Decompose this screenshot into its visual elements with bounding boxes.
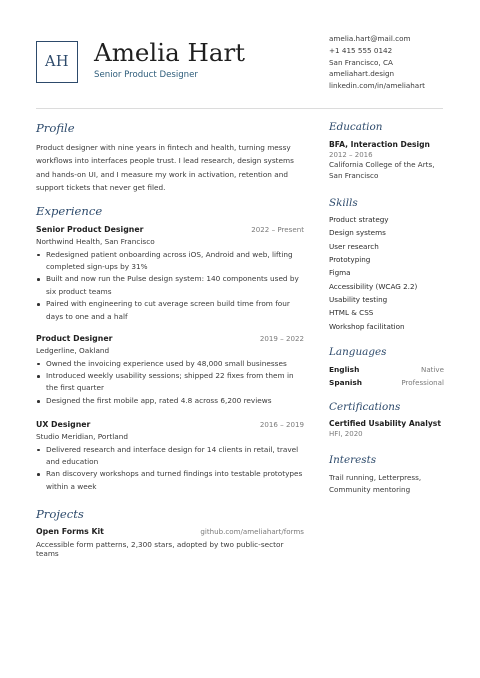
bullet-item: Delivered research and interface design for 14 clients in retail, travel and education	[36, 444, 304, 468]
role-title: Senior Product Designer	[36, 225, 144, 234]
bullet-item: Redesigned patient onboarding across iOS, Android and web, lifting completed sign-ups by 31%	[36, 249, 304, 273]
skill-item: Prototyping	[329, 255, 371, 265]
role-bullets	[36, 358, 304, 408]
interests-text: Trail running, Letterpress, Community mentoring	[329, 473, 422, 494]
language-row	[329, 363, 444, 376]
language-level: Native	[421, 365, 444, 374]
skill-item: Usability testing	[329, 295, 388, 305]
project-link[interactable]: github.com/ameliahart/forms	[200, 527, 304, 536]
education-degree: BFA, Interaction Design	[329, 140, 430, 149]
certification-entry	[329, 419, 444, 438]
language-level: Professional	[401, 378, 444, 388]
skill-item: Accessibility (WCAG 2.2)	[329, 281, 418, 291]
education-heading: Education	[329, 121, 383, 133]
experience-role	[36, 225, 304, 323]
experience-heading: Experience	[36, 204, 103, 218]
skills-list	[329, 213, 444, 333]
monogram-badge: AH	[36, 41, 78, 83]
project-name: Open Forms Kit	[36, 527, 104, 536]
education-dates: 2012 – 2016	[329, 151, 373, 159]
bullet-item: Owned the invoicing experience used by 48,000 small businesses	[36, 358, 304, 370]
contact-linkedin[interactable]: linkedin.com/in/ameliahart	[329, 81, 425, 91]
language-name: Spanish	[329, 378, 363, 388]
languages-list	[329, 363, 444, 390]
experience-role	[36, 420, 304, 493]
role-dates: 2016 – 2019	[259, 420, 304, 429]
project-description: Accessible form patterns, 2,300 stars, adopted by two public-sector teams	[36, 540, 284, 558]
bullet-item: Built and now run the Pulse design system: 140 components used by six product teams	[36, 273, 304, 297]
education-school: California College of the Arts, San Francisco	[329, 160, 435, 180]
skill-item: User research	[329, 241, 379, 251]
education-entry	[329, 140, 444, 181]
bullet-item: Paired with engineering to cut average screen build time from four days to one and a half	[36, 298, 304, 322]
contact-info	[329, 33, 425, 92]
profile-text: Product designer with nine years in fintech and health, turning messy workflows into interfaces people trust. I lead research, design systems and hands-on UI, and I measure my work in activation, retention and support tickets that never get filed.	[36, 143, 294, 192]
role-dates: 2019 – 2022	[259, 334, 304, 343]
role-bullets	[36, 444, 304, 493]
contact-phone[interactable]: +1 415 555 0142	[329, 45, 393, 55]
role-company: Northwind Health, San Francisco	[36, 236, 155, 246]
language-row	[329, 376, 444, 389]
role-title: UX Designer	[36, 420, 91, 429]
languages-heading: Languages	[329, 346, 387, 358]
profile-heading: Profile	[36, 121, 75, 135]
role-bullets	[36, 249, 304, 323]
role-title: Product Designer	[36, 334, 113, 343]
header-divider	[36, 108, 443, 109]
skill-item: Workshop facilitation	[329, 321, 405, 331]
language-name: English	[329, 365, 360, 374]
contact-location: San Francisco, CA	[329, 57, 393, 67]
bullet-item: Introduced weekly usability sessions; shipped 22 fixes from them in the first quarter	[36, 370, 304, 394]
skill-item: Design systems	[329, 228, 386, 238]
skill-item: HTML & CSS	[329, 308, 374, 318]
candidate-title: Senior Product Designer	[94, 70, 198, 80]
experience-role	[36, 334, 304, 408]
project-item	[36, 527, 304, 558]
bullet-item: Ran discovery workshops and turned findings into testable prototypes within a week	[36, 468, 304, 492]
skill-item: Product strategy	[329, 215, 389, 224]
interests-heading: Interests	[329, 454, 377, 466]
role-dates: 2022 – Present	[251, 225, 304, 234]
candidate-name: Amelia Hart	[94, 38, 246, 67]
contact-email[interactable]: amelia.hart@mail.com	[329, 34, 411, 43]
certification-name: Certified Usability Analyst	[329, 419, 441, 428]
projects-heading: Projects	[36, 507, 84, 521]
role-company: Studio Meridian, Portland	[36, 431, 128, 441]
certifications-heading: Certifications	[329, 401, 401, 413]
contact-website[interactable]: ameliahart.design	[329, 69, 395, 79]
bullet-item: Designed the first mobile app, rated 4.8 across 6,200 reviews	[36, 395, 304, 407]
role-company: Ledgerline, Oakland	[36, 345, 110, 355]
certification-meta: HFI, 2020	[329, 430, 363, 438]
skill-item: Figma	[329, 268, 351, 278]
skills-heading: Skills	[329, 197, 358, 209]
